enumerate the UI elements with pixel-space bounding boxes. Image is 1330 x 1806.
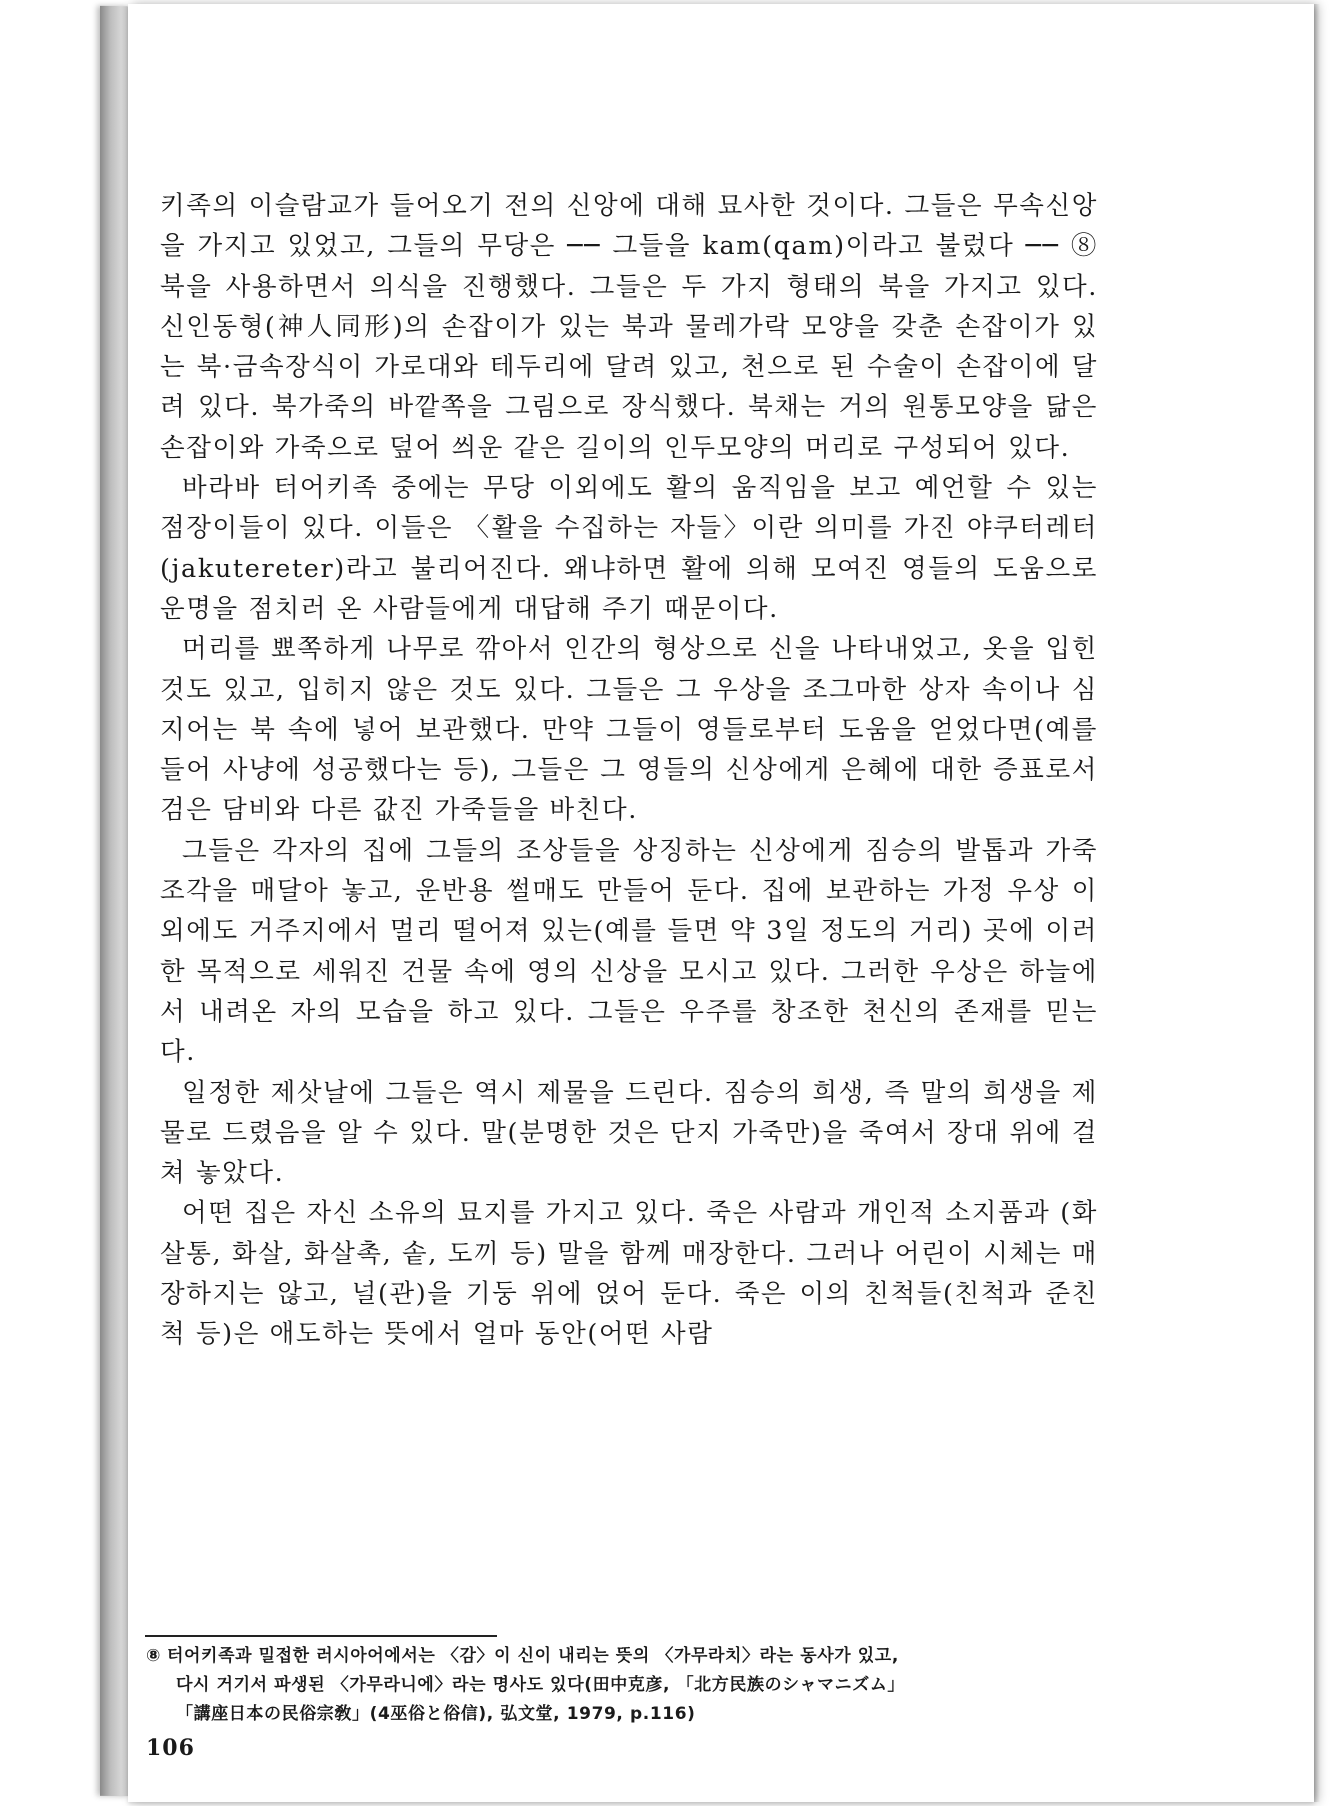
body-text <box>160 186 1098 1355</box>
footnote-line-1: 터어키족과 밀접한 러시아어에서는 〈감〉이 신이 내리는 뜻의 〈가무라치〉라는 동사가 있고, <box>167 1646 899 1666</box>
paragraph-2: 바라바 터어키족 중에는 무당 이외에도 활의 움직임을 보고 예언할 수 있는 점장이들이 있다. 이들은 〈활을 수집하는 자들〉이란 의미를 가진 야쿠터레터(jakutereter)라고 불리어진다. 왜냐하면 활에 의해 모여진 영들의 도움으로 운명을 점치러 온 사람들에게 대답해 주기 때문이다. <box>160 473 1098 624</box>
footnote-rule <box>145 1635 497 1637</box>
paragraph-5: 일정한 제삿날에 그들은 역시 제물을 드린다. 짐승의 희생, 즉 말의 희생을 제물로 드렸음을 알 수 있다. 말(분명한 것은 단지 가죽만)을 죽여서 장대 위에 걸쳐 놓았다. <box>160 1077 1098 1189</box>
book-spine <box>100 6 130 1796</box>
footnote <box>146 1642 1104 1729</box>
footnote-marker: ⑧ <box>146 1646 161 1666</box>
page-edge-shadow <box>1314 4 1320 1802</box>
paragraph-6: 어떤 집은 자신 소유의 묘지를 가지고 있다. 죽은 사람과 개인적 소지품과 (화살통, 화살, 화살촉, 솥, 도끼 등) 말을 함께 매장한다. 그러나 어린이 시체는 매장하지는 않고, 널(관)을 기둥 위에 얹어 둔다. 죽은 이의 친척들(친척과 준친척 등)은 애도하는 뜻에서 얼마 동안(어떤 사람 <box>160 1198 1098 1350</box>
footnote-line-2: 다시 거기서 파생된 〈가무라니에〉라는 명사도 있다(田中克彦, 「北方民族のシャマニズム」 <box>176 1675 906 1695</box>
page-number: 106 <box>146 1735 195 1761</box>
paragraph-3: 머리를 뾰쪽하게 나무로 깎아서 인간의 형상으로 신을 나타내었고, 옷을 입힌 것도 있고, 입히지 않은 것도 있다. 그들은 그 우상을 조그마한 상자 속이나 심지어는 북 속에 넣어 보관했다. 만약 그들이 영들로부터 도움을 얻었다면(예를 들어 사냥에 성공했다는 등), 그들은 그 영들의 신상에게 은혜에 대한 증표로서 검은 담비와 다른 값진 가죽들을 바친다. <box>160 634 1098 826</box>
paragraph-4: 그들은 각자의 집에 그들의 조상들을 상징하는 신상에게 짐승의 발톱과 가죽 조각을 매달아 놓고, 운반용 썰매도 만들어 둔다. 집에 보관하는 가정 우상 이외에도 거주지에서 멀리 떨어져 있는(예를 들면 약 3일 정도의 거리) 곳에 이러한 목적으로 세워진 건물 속에 영의 신상을 모시고 있다. 그러한 우상은 하늘에서 내려온 자의 모습을 하고 있다. 그들은 우주를 창조한 천신의 존재를 믿는다. <box>160 835 1098 1068</box>
paragraph-1: 키족의 이슬람교가 들어오기 전의 신앙에 대해 묘사한 것이다. 그들은 무속신앙을 가지고 있었고, 그들의 무당은 ── 그들을 kam(qam)이라고 불렀다 ── ⑧북을 사용하면서 의식을 진행했다. 그들은 두 가지 형태의 북을 가지고 있다. 신인동형(神人同形)의 손잡이가 있는 북과 물레가락 모양을 갖춘 손잡이가 있는 북·금속장식이 가로대와 테두리에 달려 있고, 천으로 된 수술이 손잡이에 달려 있다. 북가죽의 바깥쪽을 그림으로 장식했다. 북채는 거의 원통모양을 닮은 손잡이와 가죽으로 덮어 씌운 같은 길이의 인두모양의 머리로 구성되어 있다. <box>160 191 1098 463</box>
footnote-line-3: 「講座日本の民俗宗敎」(4巫俗と俗信), 弘文堂, 1979, p.116) <box>176 1704 696 1724</box>
